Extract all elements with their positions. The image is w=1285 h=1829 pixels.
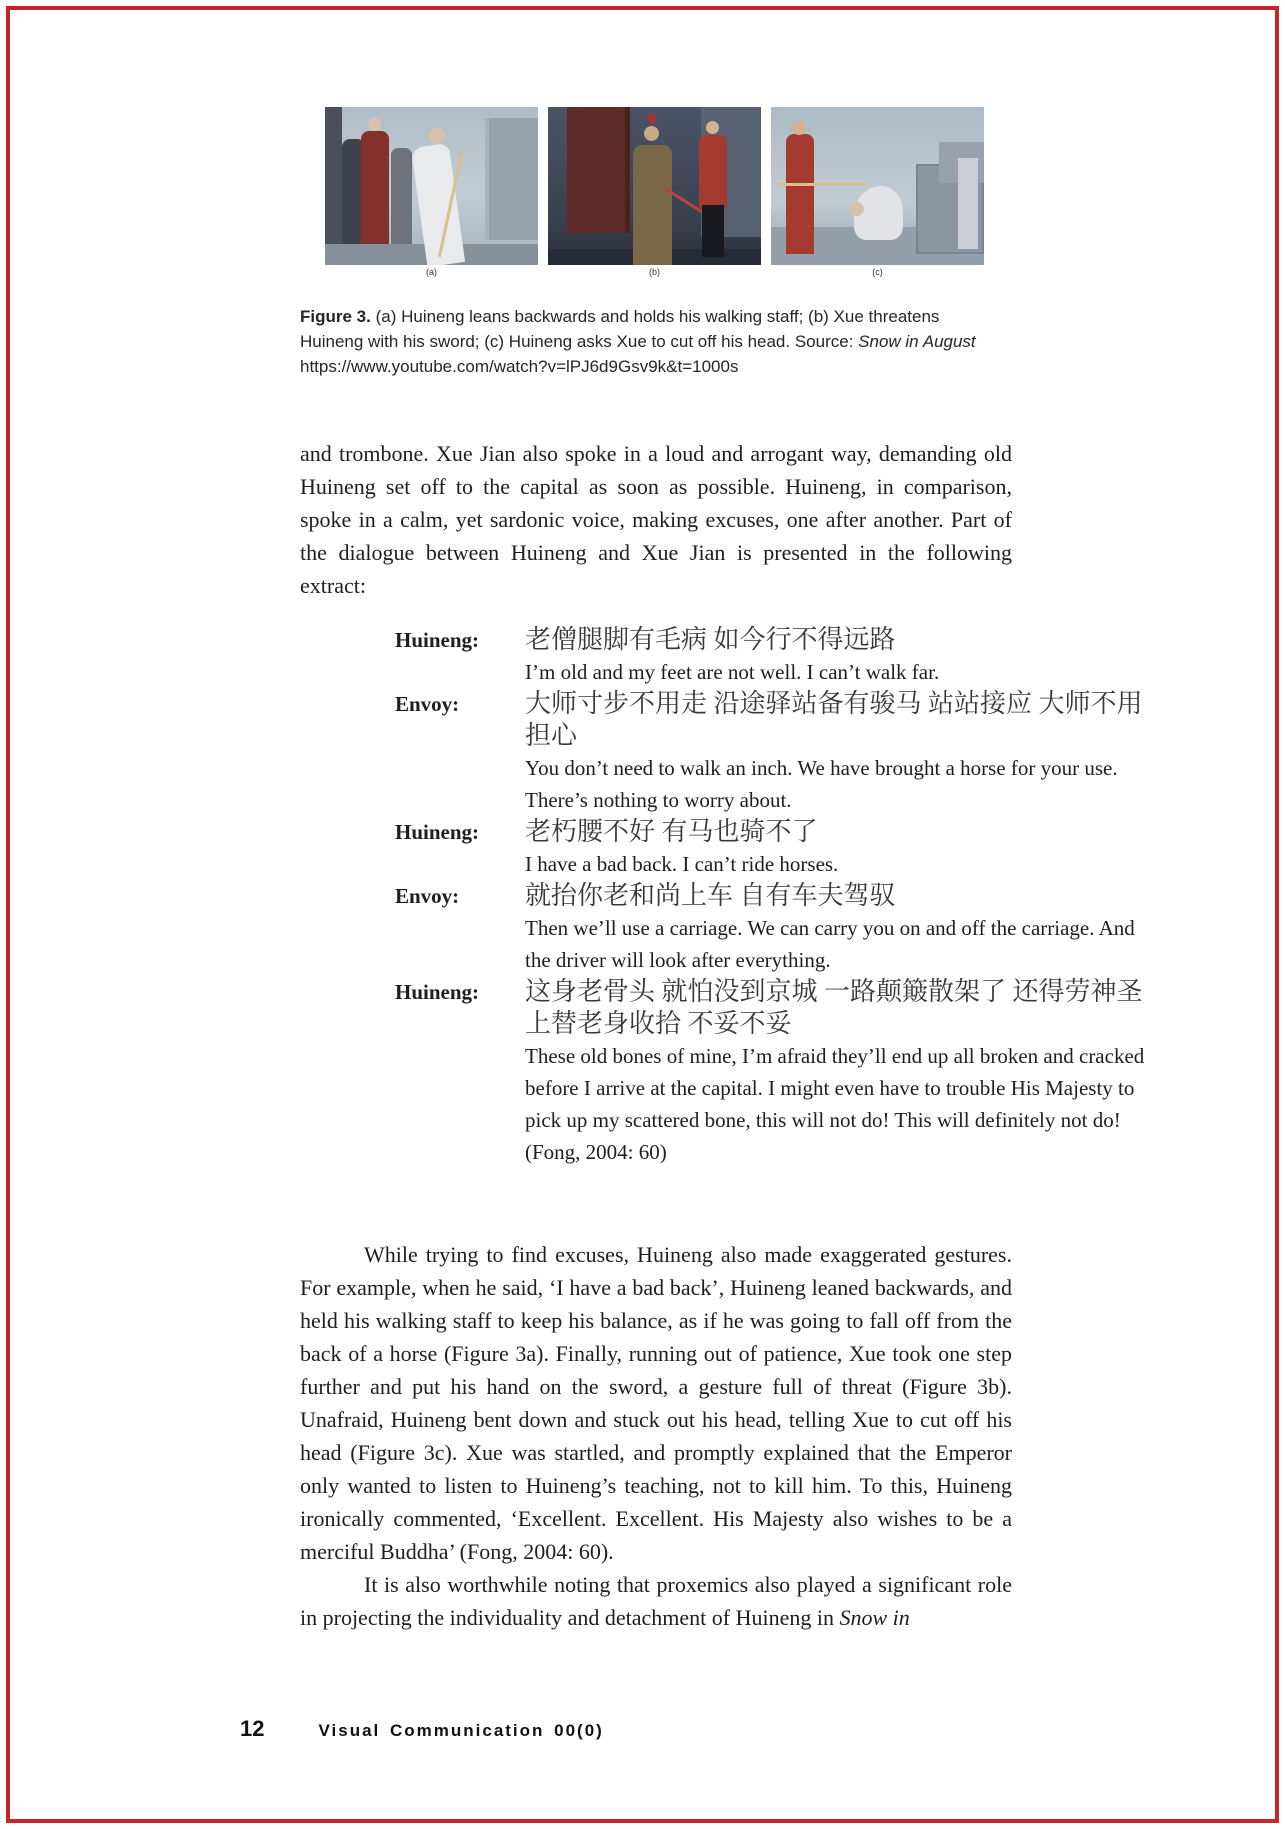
dialogue-extract bbox=[395, 624, 1157, 1168]
dialogue-row bbox=[395, 816, 1157, 880]
film-still-a-label: (a) bbox=[426, 267, 437, 277]
film-still-a-wrap bbox=[325, 107, 538, 278]
dialogue-speaker: Huineng: bbox=[395, 628, 480, 652]
stage-side-column bbox=[325, 107, 342, 265]
dialogue-content bbox=[525, 976, 1155, 1168]
walking-staff bbox=[777, 183, 866, 186]
huineng-head bbox=[429, 128, 445, 144]
film-still-a bbox=[325, 107, 538, 265]
dialogue-chinese: 老朽腰不好 有马也骑不了 bbox=[525, 817, 818, 846]
body-paragraph-3-title: Snow in bbox=[839, 1605, 910, 1630]
film-still-b bbox=[548, 107, 761, 265]
dialogue-english: I’m old and my feet are not well. I can’t walk far. bbox=[525, 660, 940, 684]
dialogue-english: I have a bad back. I can’t ride horses. bbox=[525, 852, 839, 876]
figure-caption-url: https://www.youtube.com/watch?v=lPJ6d9Gsv9k&t=1000s bbox=[300, 357, 739, 376]
dialogue-speaker: Envoy: bbox=[395, 692, 460, 716]
dialogue-row bbox=[395, 624, 1157, 688]
figure-3-film-strip bbox=[325, 107, 984, 278]
figure-caption bbox=[300, 304, 984, 379]
huineng-head bbox=[850, 202, 864, 216]
dialogue-chinese: 就抬你老和尚上车 自有车夫驾驭 bbox=[525, 881, 896, 910]
dialogue-row bbox=[395, 880, 1157, 976]
dialogue-content bbox=[525, 880, 1155, 976]
red-robed-figure bbox=[786, 134, 814, 254]
dialogue-speaker: Envoy: bbox=[395, 884, 460, 908]
figure-caption-source-title: Snow in August bbox=[858, 332, 976, 351]
dialogue-content bbox=[525, 624, 1155, 688]
body-paragraph-3-text: It is also worthwhile noting that proxemics also played a significant role in projecting the individuality and detachment of Huineng in bbox=[300, 1572, 1012, 1630]
stone-pillar bbox=[485, 118, 538, 240]
film-still-b-label: (b) bbox=[649, 267, 660, 277]
figure-caption-number: Figure 3. bbox=[300, 307, 371, 326]
dialogue-row bbox=[395, 688, 1157, 816]
page-number: 12 bbox=[240, 1716, 265, 1741]
film-still-c-label: (c) bbox=[872, 267, 883, 277]
figure-head bbox=[706, 121, 719, 134]
dialogue-speaker: Huineng: bbox=[395, 980, 480, 1004]
xue-armored-figure bbox=[633, 145, 671, 265]
dialogue-english: These old bones of mine, I’m afraid they’ll end up all broken and cracked before I arrive at the capital. I might even have to trouble His Majesty to pick up my scattered bone, this will not do! This will definitely not do! (Fong, 2004: 60) bbox=[525, 1044, 1145, 1164]
dialogue-english: Then we’ll use a carriage. We can carry you on and off the carriage. And the driver will look after everything. bbox=[525, 916, 1135, 972]
film-still-b-wrap bbox=[548, 107, 761, 278]
red-pillar bbox=[567, 107, 630, 233]
dialogue-row bbox=[395, 976, 1157, 1168]
body-paragraph-2: While trying to find excuses, Huineng also made exaggerated gestures. For example, when he said, ‘I have a bad back’, Huineng leaned backwards, and held his walking staff to keep his balance, as if he was going to fall off from the back of a horse (Figure 3a). Finally, running out of patience, Xue took one step further and put his hand on the sword, a gesture full of threat (Figure 3b). Unafraid, Huineng bent down and stuck out his head, telling Xue to cut off his head (Figure 3c). Xue was startled, and promptly explained that the Emperor only wanted to listen to Huineng’s teaching, not to kill him. To this, Huineng ironically commented, ‘Excellent. Excellent. His Majesty also wishes to be a merciful Buddha’ (Fong, 2004: 60). bbox=[300, 1242, 1012, 1564]
red-shirted-figure bbox=[699, 135, 727, 208]
dialogue-chinese: 大师寸步不用走 沿途驿站备有骏马 站站接应 大师不用担心 bbox=[525, 689, 1143, 750]
figure-legs bbox=[702, 205, 723, 257]
dialogue-english: You don’t need to walk an inch. We have brought a horse for your use. There’s nothing to worry about. bbox=[525, 756, 1118, 812]
body-paragraph-3 bbox=[300, 1568, 1012, 1634]
page-footer bbox=[240, 1716, 604, 1742]
dialogue-chinese: 这身老骨头 就怕没到京城 一路颠簸散架了 还得劳神圣上替老身收拾 不妥不妥 bbox=[525, 977, 1143, 1038]
dialogue-content bbox=[525, 688, 1155, 816]
pale-robed-figure bbox=[958, 158, 977, 250]
body-text-block bbox=[300, 1238, 1012, 1634]
film-still-c-wrap bbox=[771, 107, 984, 278]
film-still-c bbox=[771, 107, 984, 265]
dialogue-content bbox=[525, 816, 1155, 880]
figure-head bbox=[368, 118, 381, 131]
running-head: Visual Communication 00(0) bbox=[318, 1721, 604, 1740]
dialogue-speaker: Huineng: bbox=[395, 820, 480, 844]
body-paragraph-1: and trombone. Xue Jian also spoke in a loud and arrogant way, demanding old Huineng set off to the capital as soon as possible. Huineng, in comparison, spoke in a calm, yet sardonic voice, making excuses, one after another. Part of the dialogue between Huineng and Xue Jian is presented in the following extract: bbox=[300, 441, 1012, 598]
xue-head bbox=[644, 126, 659, 141]
figure-caption-text: (a) Huineng leans backwards and holds his walking staff; (b) Xue threatens Huineng with his sword; (c) Huineng asks Xue to cut off his head. Source: bbox=[300, 307, 940, 351]
dialogue-chinese: 老僧腿脚有毛病 如今行不得远路 bbox=[525, 625, 896, 654]
